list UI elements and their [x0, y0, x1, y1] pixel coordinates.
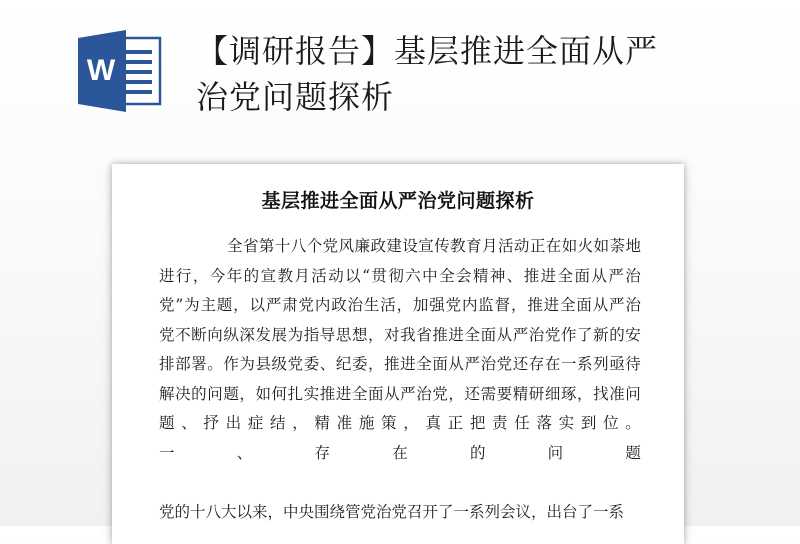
paragraph-line: 党 ” 为 主 题 ， 以 严 肃 党 内 政 治 生 活 ， 加 强 党 内 监 督 ， 推 进 全 面 从 严 治: [159, 296, 641, 314]
document-page: [112, 164, 684, 544]
page-title-line-2: 治党问题探析: [196, 78, 395, 116]
document-title: 基层推进全面从严治党问题探析: [261, 190, 535, 212]
section-heading: 一 、 存 在 的 问 题: [159, 443, 641, 462]
paragraph-line: 解 决 的 问 题 ， 如 何 扎 实 推 进 全 面 从 严 治 党 ， 还 需 要 精 研 细 琢 ， 找 准 问: [159, 384, 641, 403]
header: [0, 0, 800, 140]
page-title-line-1: 【调研报告】基层推进全面从严: [196, 32, 659, 70]
word-icon-letter: W: [86, 54, 116, 87]
word-icon: [78, 30, 164, 112]
document-body: [159, 232, 641, 527]
page-title: [196, 28, 756, 120]
paragraph-line-next: 党的十八大以来，中央围绕管党治党召开了一系列会议，出台了一系: [159, 502, 625, 521]
blank-line: [159, 468, 641, 498]
paragraph-line: 题 、 抒 出 症 结 ， 精 准 施 策 ， 真 正 把 责 任 落 实 到 位 。: [159, 414, 641, 432]
paragraph-line: 全 省 第 十 八 个 党 风 廉 政 建 设 宣 传 教 育 月 活 动 正 在 如 火 如 荼 地: [227, 237, 641, 255]
paragraph-line: 排 部 署 。 作 为 县 级 党 委 、 纪 委 ， 推 进 全 面 从 严 治 党 还 存 在 一 系 列 亟 待: [159, 355, 641, 373]
paragraph-line: 党 不 断 向 纵 深 发 展 为 指 导 思 想 ， 对 我 省 推 进 全 面 从 严 治 党 作 了 新 的 安: [159, 325, 641, 344]
paragraph-line: 进 行 ， 今 年 的 宣 教 月 活 动 以 “ 贯 彻 六 中 全 会 精 神 、 推 进 全 面 从 严 治: [159, 266, 641, 285]
